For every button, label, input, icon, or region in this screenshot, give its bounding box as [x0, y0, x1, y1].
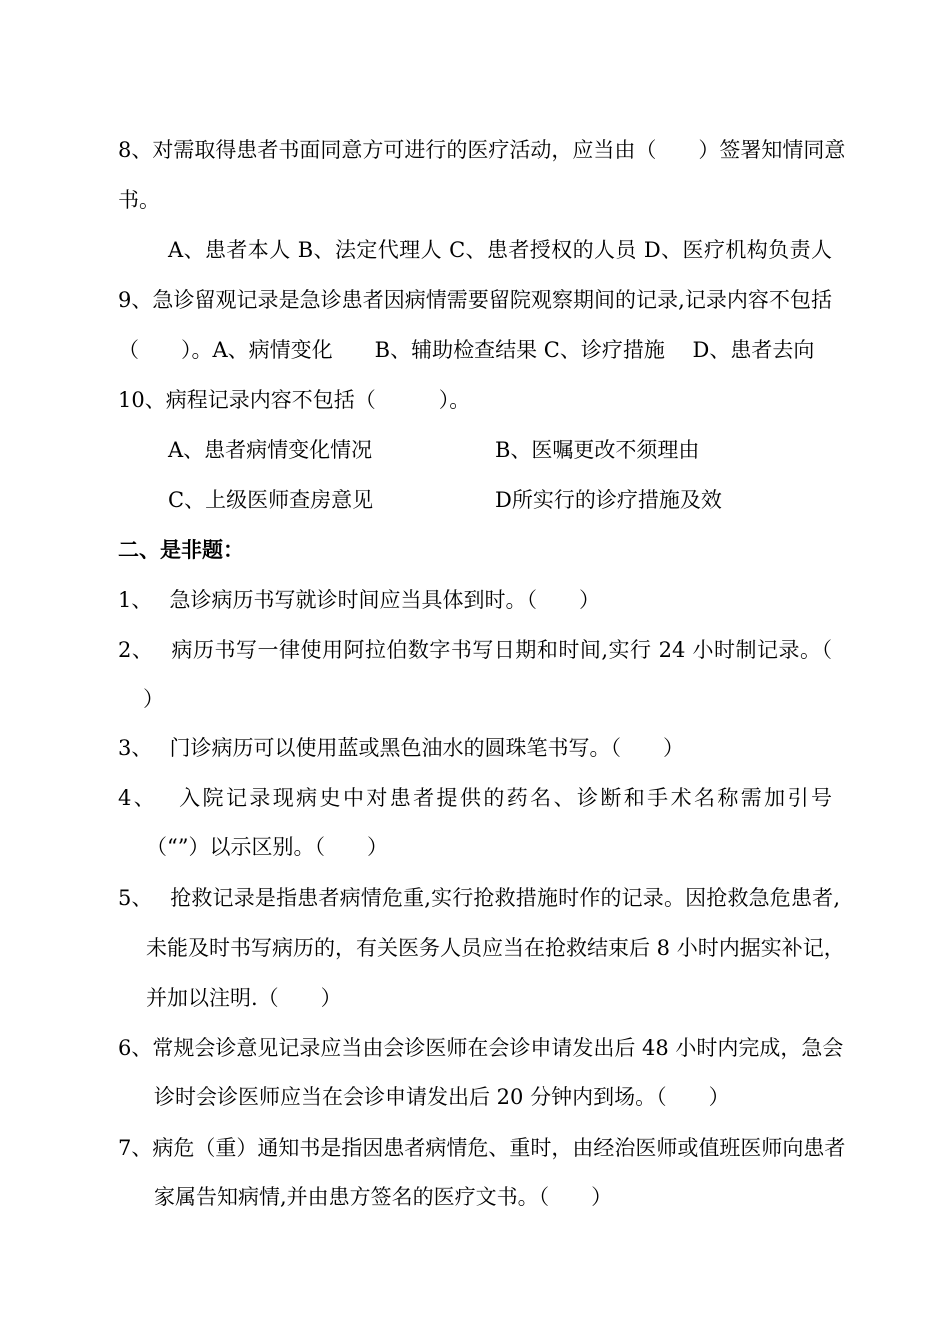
tf-item-7-line-2: 家属告知病情,并由患方签名的医疗文书。（ ）	[154, 1185, 613, 1209]
question-10-option-a: A、患者病情变化情况	[168, 438, 373, 462]
question-10-option-c: C、上级医师查房意见	[168, 488, 374, 512]
question-9-line-1: 9、急诊留观记录是急诊患者因病情需要留院观察期间的记录,记录内容不包括	[118, 288, 832, 312]
tf-item-4-line-1: 4、 入院记录现病史中对患者提供的药名、诊断和手术名称需加引号	[118, 786, 832, 810]
question-9-line-2: （ ）。A、病情变化 B、辅助检查结果 C、诊疗措施 D、患者去向	[118, 338, 815, 362]
tf-item-6-line-2: 诊时会诊医师应当在会诊申请发出后 20 分钟内到场。（ ）	[154, 1085, 730, 1109]
question-8-options: A、患者本人 B、法定代理人 C、患者授权的人员 D、医疗机构负责人	[168, 238, 832, 262]
tf-item-5-line-3: 并加以注明.（ ）	[146, 986, 342, 1010]
question-8-line-1: 8、对需取得患者书面同意方可进行的医疗活动，应当由（ ）签署知情同意	[118, 138, 846, 162]
question-10-line: 10、病程记录内容不包括（ ）。	[118, 388, 471, 412]
tf-item-2-line-1: 2、 病历书写一律使用阿拉伯数字书写日期和时间,实行 24 小时制记录。（	[118, 638, 832, 662]
tf-item-5-line-2: 未能及时书写病历的，有关医务人员应当在抢救结束后 8 小时内据实补记，	[146, 936, 845, 960]
question-10-option-b: B、医嘱更改不须理由	[495, 438, 700, 462]
tf-item-1: 1、 急诊病历书写就诊时间应当具体到时。（ ）	[118, 588, 601, 612]
tf-item-4-line-2: （“”）以示区别。（ ）	[146, 835, 388, 859]
question-10-option-d: D所实行的诊疗措施及效	[495, 488, 722, 512]
tf-item-2-line-2: ）	[143, 687, 164, 711]
tf-item-6-line-1: 6、常规会诊意见记录应当由会诊医师在会诊申请发出后 48 小时内完成，急会	[118, 1036, 844, 1060]
tf-item-5-line-1: 5、 抢救记录是指患者病情危重,实行抢救措施时作的记录。因抢救急危患者,	[118, 886, 840, 910]
question-8-line-2: 书。	[118, 188, 160, 212]
tf-item-3: 3、 门诊病历可以使用蓝或黑色油水的圆珠笔书写。（ ）	[118, 736, 685, 760]
section-heading-true-false: 二、是非题：	[118, 537, 244, 562]
tf-item-7-line-1: 7、病危（重）通知书是指因患者病情危、重时，由经治医师或值班医师向患者	[118, 1136, 846, 1160]
